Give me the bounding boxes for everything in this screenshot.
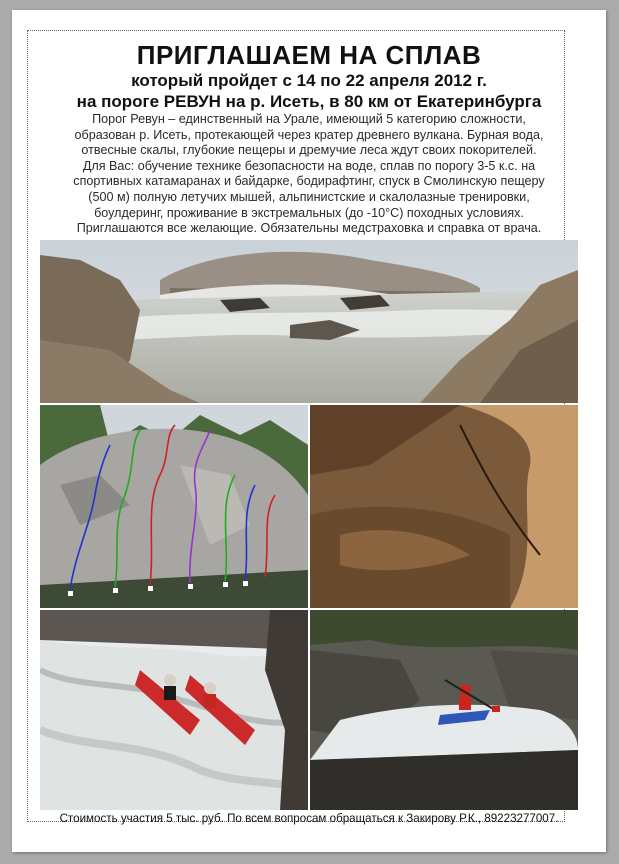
description-line: боулдеринг, проживание в экстремальных (до -10°С) походных условиях. xyxy=(94,205,524,220)
description-line: Приглашаются все желающие. Обязательны медстраховка и справка от врача. xyxy=(76,221,542,236)
poster-title: ПРИГЛАШАЕМ НА СПЛАВ xyxy=(136,40,482,70)
river-canyon-photo xyxy=(40,240,578,403)
description-line: Для Вас: обучение технике безопасности на воде, сплав по порогу 3-5 к.с. на xyxy=(82,158,536,173)
description-line: отвесные скалы, глубокие пещеры и дремучие леса ждут своих покорителей. xyxy=(81,143,537,158)
climbing-rock-photo xyxy=(40,405,308,608)
cave-photo xyxy=(310,405,578,608)
description-line: Порог Ревун – единственный на Урале, имеющий 5 категорию сложности, xyxy=(92,112,526,126)
description-line: спортивных катамаранах и байдарке, бодирафтинг, спуск в Смолинскую пещеру xyxy=(73,174,545,189)
catamaran-rafting-photo xyxy=(40,610,308,810)
poster-description xyxy=(40,112,578,237)
kayak-rapids-photo xyxy=(310,610,578,810)
contact-footer: Стоимость участия 5 тыс. руб. По всем вопросам обращаться к Закирову Р.К., 89223277007. xyxy=(59,812,559,825)
description-line: (500 м) полную летучих мышей, альпинистские и скалолазные тренировки, xyxy=(88,189,530,204)
poster-location: на пороге РЕВУН на р. Исеть, в 80 км от Екатеринбурга xyxy=(76,92,542,111)
description-line: образован р. Исеть, протекающей через кратер древнего вулкана. Бурная вода, xyxy=(74,127,544,142)
poster-dates: который пройдет с 14 по 22 апреля 2012 г. xyxy=(131,71,487,90)
